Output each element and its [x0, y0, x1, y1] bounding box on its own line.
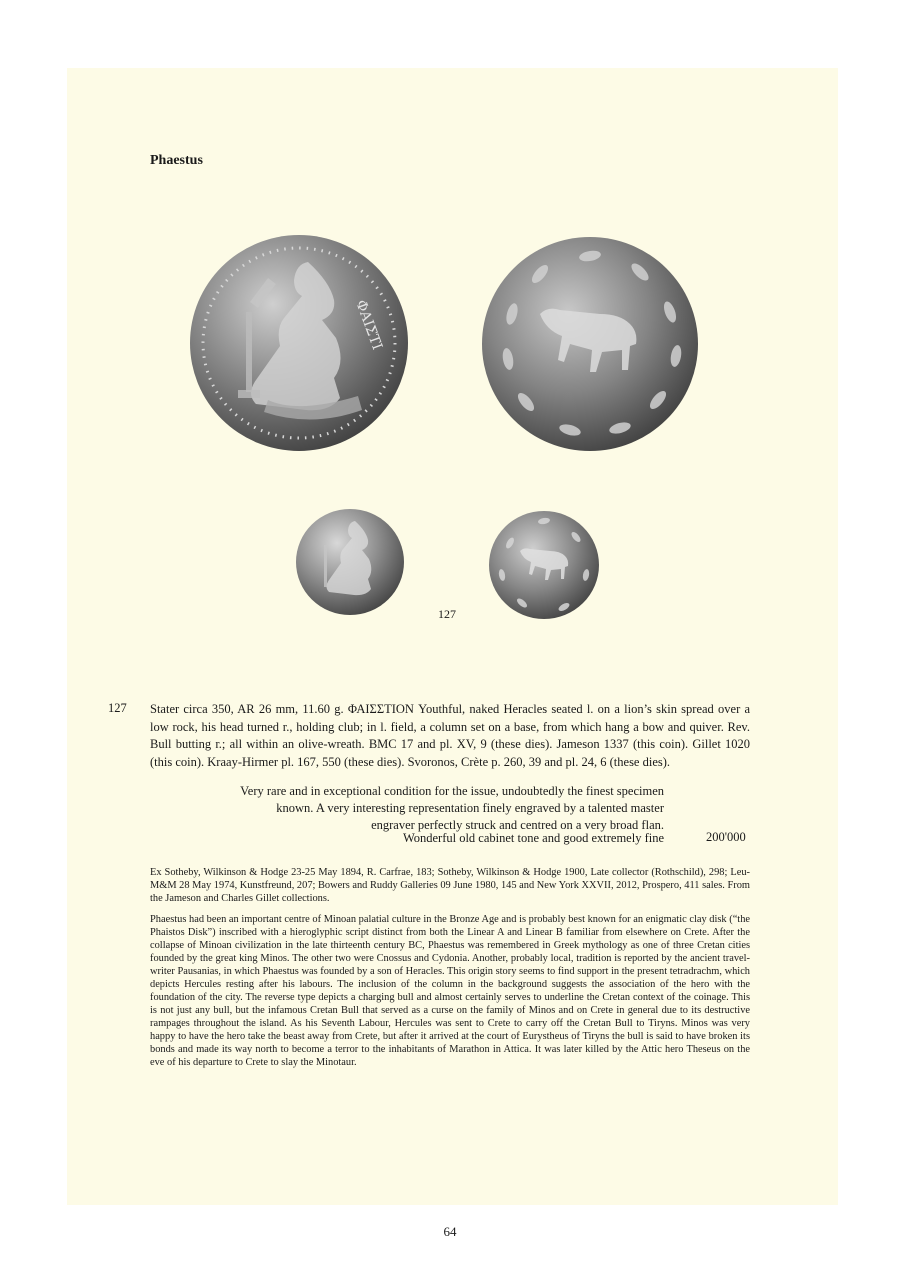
coin-reverse-small	[488, 509, 600, 621]
coin-obverse-small	[295, 507, 405, 617]
coin-obverse-large	[188, 232, 410, 454]
lot-description: Stater circa 350, AR 26 mm, 11.60 g. ΦΑΙΣΣΤΙΟΝ Youthful, naked Heracles seated l. on a lion’s skin spread over a low rock, his head turned r., holding club; in l. field, a column set on a base, from which hang a bow and quiver. Rev. Bull butting r.; all within an olive-wreath. BMC 17 and pl. XV, 9 (these dies). Jameson 1337 (this coin). Gillet 1020 (this coin). Kraay-Hirmer pl. 167, 550 (these dies). Svoronos, Crète p. 260, 39 and pl. 24, 6 (these dies).	[150, 702, 750, 769]
lot-provenance: Ex Sotheby, Wilkinson & Hodge 23-25 May 1894, R. Carfrae, 183; Sotheby, Wilkinson & Hodge 1900, Late collector (Rothschild), 298; Leu-M&M 28 May 1974, Kunstfreund, 207; Bowers and Ruddy Galleries 09 June 1980, 145 and New York XXVII, 2012, Prospero, 411 sales. From the Jameson and Charles Gillet collections.	[150, 867, 750, 904]
lot-number: 127	[108, 701, 127, 715]
page-number: 64	[443, 1224, 457, 1239]
condition-line-4: Wonderful old cabinet tone and good extremely fine	[402, 831, 664, 845]
condition-line-1: Very rare and in exceptional condition for the issue, undoubtedly the finest specimen	[240, 784, 664, 798]
lot-estimate: 200'000	[706, 830, 746, 844]
coin-reverse-large	[480, 234, 700, 454]
condition-line-2: known. A very interesting representation finely engraved by a talented master	[276, 801, 664, 815]
section-title: Phaestus	[150, 153, 203, 168]
lot-essay: Phaestus had been an important centre of Minoan palatial culture in the Bronze Age and is probably best known for an enigmatic clay disk (“the Phaistos Disk”) inscribed with a hieroglyphic script distinct from both the Linear A and Linear B familiar from elsewhere on Crete. After the collapse of Minoan civilization in the late thirteenth century BC, Phaestus was remembered in Greek mythology as one of three Cretan cities founded by the great king Minos. The other two were Cnossus and Cydonia. Another, probably local, tradition is reported by the ancient travel-writer Pausanias, in which Phaestus was founded by a son of Heracles. This origin story seems to find support in the present tetradrachm, which depicts Hercules resting after his labours. The inclusion of the column in the background suggests the association of the hero with the foundation of the city. The reverse type depicts a charging bull and almost certainly serves to underline the Cretan context of the coinage. This is not just any bull, but the infamous Cretan Bull that served as a curse on the family of Minos and on Crete in general due to its destructive rampages throughout the island. As his Seventh Labour, Hercules was sent to Crete to carry off the Cretan Bull to Tiryns. Minos was very happy to have the hero take the beast away from Crete, but after it arrived at the court of Eurystheus of Tiryns the bull is said to have broken its bonds and made its way north to become a terror to the inhabitants of Marathon in Attica. It was later killed by the Attic hero Theseus on the eve of his departure to Crete to slay the Minotaur.	[150, 914, 750, 1068]
condition-line-3: engraver perfectly struck and centred on a very broad flan.	[371, 818, 664, 832]
lot-plate-number: 127	[438, 607, 456, 621]
svg-text:ΦΑΙΣΤΙ: ΦΑΙΣΤΙ	[352, 297, 386, 353]
